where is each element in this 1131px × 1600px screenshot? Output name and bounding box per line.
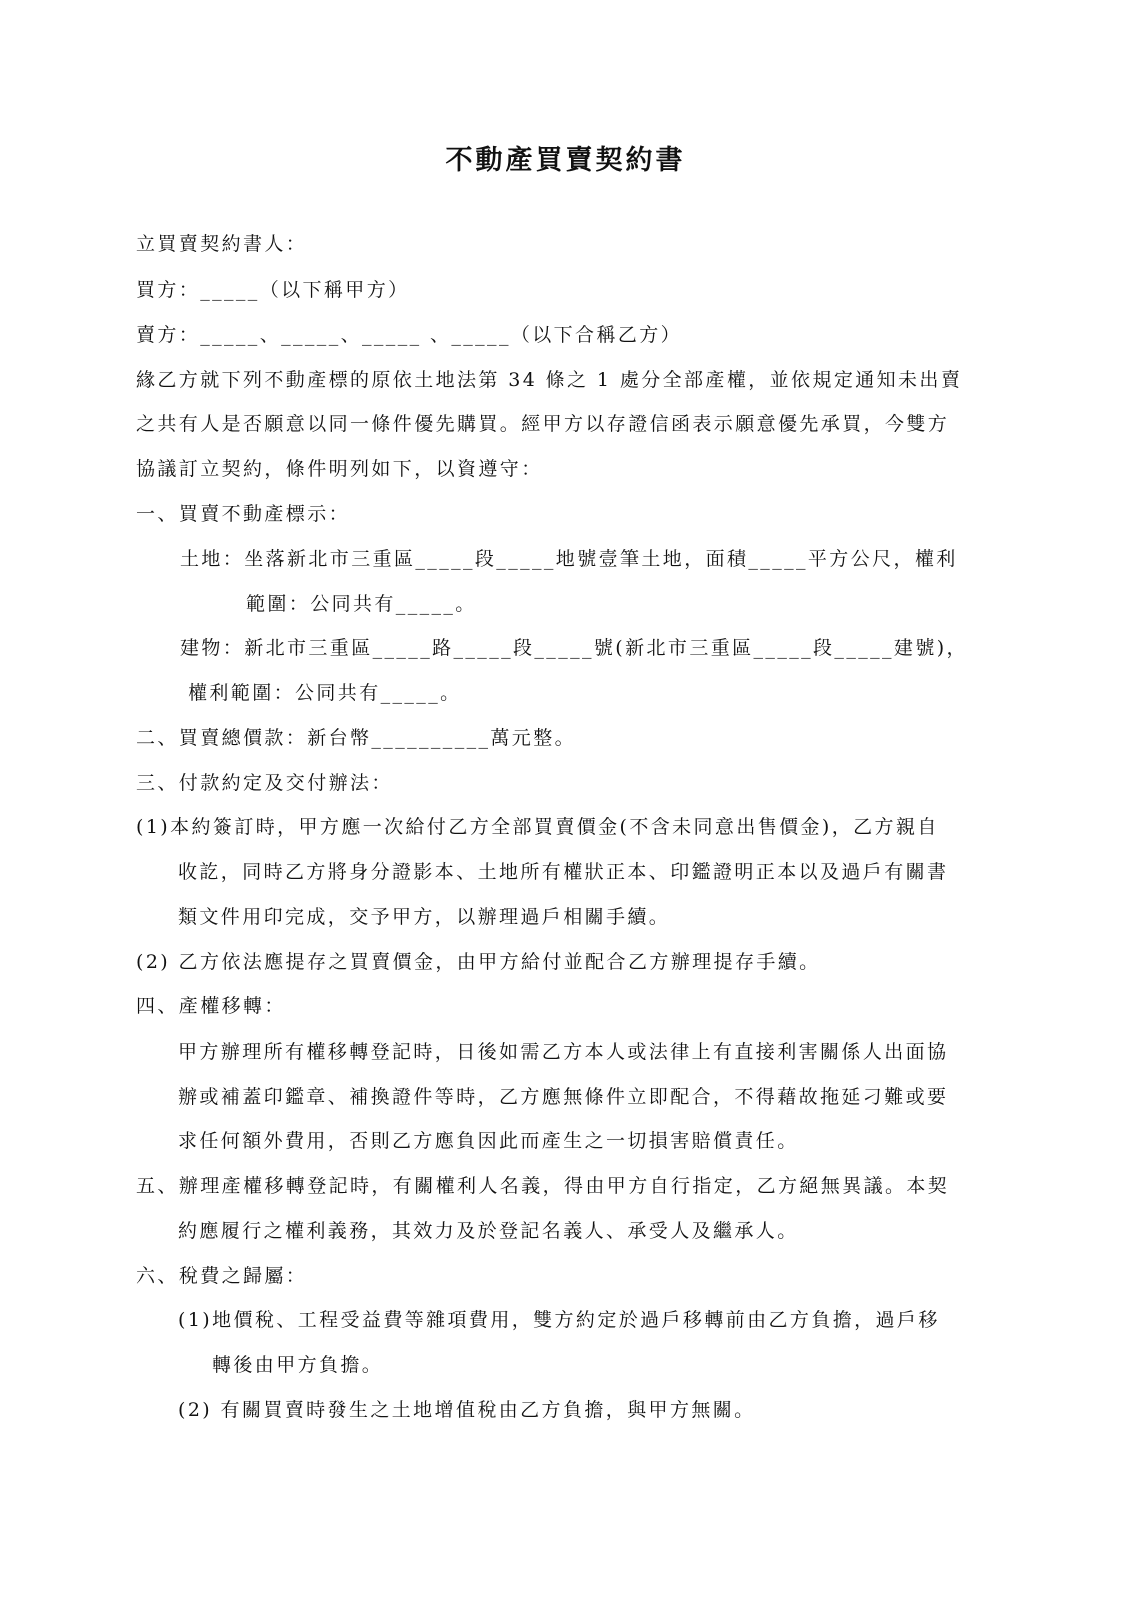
payment-clause-1-line-2: 收訖，同時乙方將身分證影本、土地所有權狀正本、印鑑證明正本以及過戶有關書 xyxy=(178,861,949,883)
section-2-total-price: 二、買賣總價款：新台幣__________萬元整。 xyxy=(136,727,577,749)
transfer-clause-line-2: 辦或補蓋印鑑章、補換證件等時，乙方應無條件立即配合，不得藉故拖延刁難或要 xyxy=(178,1086,949,1108)
transfer-clause-line-3: 求任何額外費用，否則乙方應負因此而產生之一切損害賠償責任。 xyxy=(178,1130,799,1152)
payment-clause-2: (2) 乙方依法應提存之買賣價金，由甲方給付並配合乙方辦理提存手續。 xyxy=(136,951,821,973)
land-description-line-2: 範圍：公同共有_____。 xyxy=(246,593,477,615)
section-5-line-1: 五、辦理產權移轉登記時，有關權利人名義，得由甲方自行指定，乙方絕無異議。本契 xyxy=(136,1175,950,1197)
payment-clause-1-line-3: 類文件用印完成，交予甲方，以辦理過戶相關手續。 xyxy=(178,906,671,928)
building-description-line-2: 權利範圍：公同共有_____。 xyxy=(188,682,462,704)
payment-clause-1-line-1: (1)本約簽訂時，甲方應一次給付乙方全部買賣價金(不含未同意出售價金)，乙方親自 xyxy=(136,816,939,838)
tax-clause-2: (2) 有關買賣時發生之土地增值稅由乙方負擔，與甲方無關。 xyxy=(178,1399,756,1421)
section-6-heading: 六、稅費之歸屬： xyxy=(136,1265,308,1287)
section-1-heading: 一、買賣不動產標示： xyxy=(136,503,351,525)
preamble-line-2: 之共有人是否願意以同一條件優先購買。經甲方以存證信函表示願意優先承買，今雙方 xyxy=(136,413,950,435)
tax-clause-1-line-2: 轉後由甲方負擔。 xyxy=(212,1354,384,1376)
section-3-heading: 三、付款約定及交付辦法： xyxy=(136,772,393,794)
transfer-clause-line-1: 甲方辦理所有權移轉登記時，日後如需乙方本人或法律上有直接利害關係人出面協 xyxy=(178,1041,949,1063)
section-4-heading: 四、產權移轉： xyxy=(136,995,286,1017)
tax-clause-1-line-1: (1)地價稅、工程受益費等雜項費用，雙方約定於過戶移轉前由乙方負擔，過戶移 xyxy=(178,1309,940,1331)
land-description-line-1: 土地：坐落新北市三重區_____段_____地號壹筆土地，面積_____平方公尺，權利 xyxy=(180,548,958,570)
preamble-line-1: 緣乙方就下列不動產標的原依土地法第 34 條之 1 處分全部產權，並依規定通知未出賣 xyxy=(136,369,963,391)
building-description-line-1: 建物：新北市三重區_____路_____段_____號(新北市三重區_____段_____建號)， xyxy=(180,637,968,659)
contract-parties-heading: 立買賣契約書人： xyxy=(136,233,308,255)
section-5-line-2: 約應履行之權利義務，其效力及於登記名義人、承受人及繼承人。 xyxy=(178,1220,799,1242)
seller-line: 賣方：_____、_____、_____ 、_____（以下合稱乙方） xyxy=(136,324,683,346)
preamble-line-3: 協議訂立契約，條件明列如下，以資遵守： xyxy=(136,458,543,480)
buyer-line: 買方：_____（以下稱甲方） xyxy=(136,279,410,301)
document-title: 不動產買賣契約書 xyxy=(445,145,686,176)
